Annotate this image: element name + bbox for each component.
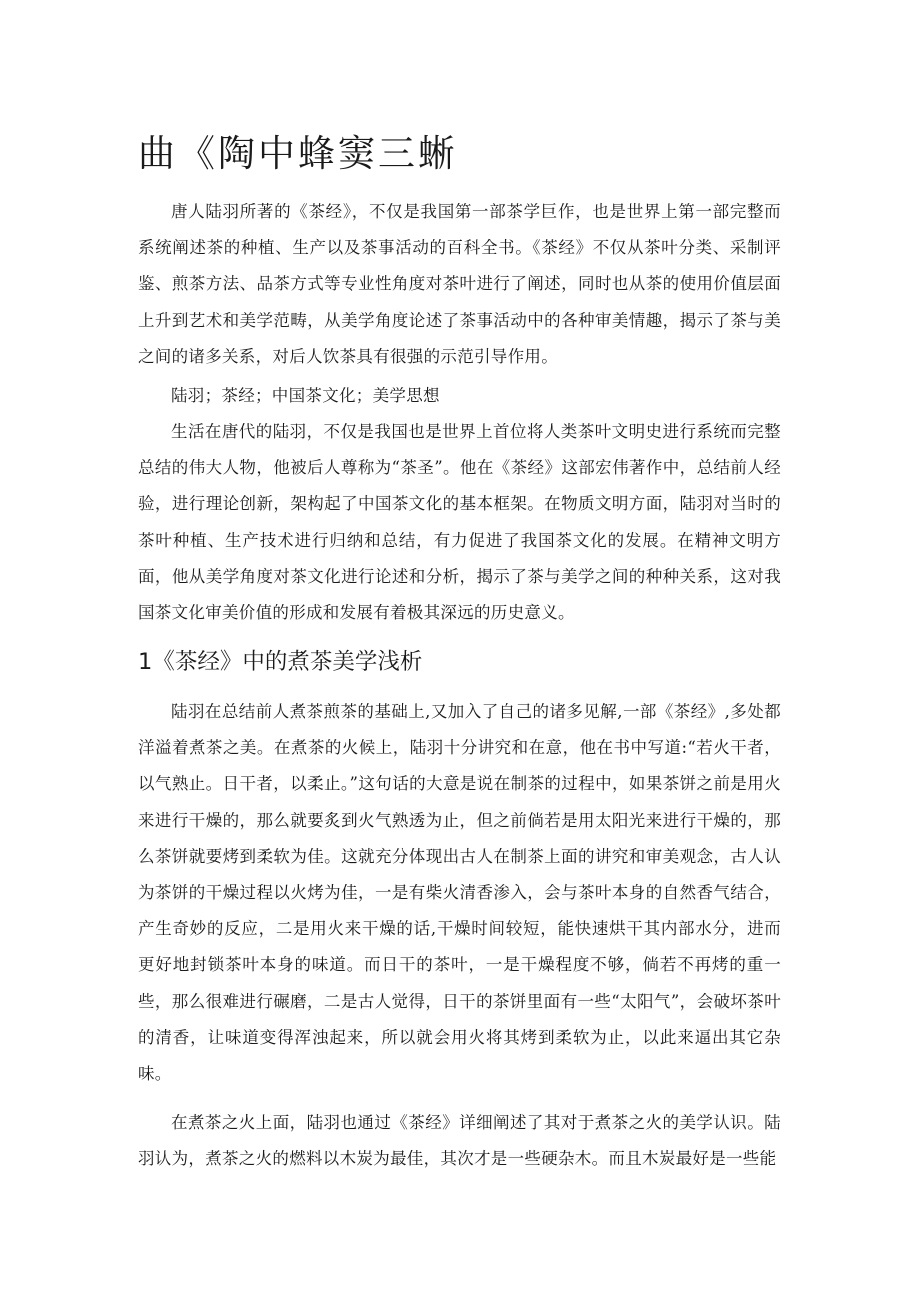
abstract-paragraph: 唐人陆羽所著的《茶经》，不仅是我国第一部茶学巨作，也是世界上第一部完整而系统阐述茶的种植、生产以及茶事活动的百科全书。《茶经》不仅从茶叶分类、采制评鉴、煎茶方法、品茶方式等专业性角度对茶叶进行了阐述，同时也从茶的使用价值层面上升到艺术和美学范畴，从美学角度论述了茶事活动中的各种审美情趣，揭示了茶与美之间的诸多关系，对后人饮茶具有很强的示范引导作用。 <box>138 202 781 366</box>
body-paragraph: 陆羽在总结前人煮茶煎茶的基础上,又加入了自己的诸多见解,一部《茶经》,多处都洋溢着煮茶之美。在煮茶的火候上，陆羽十分讲究和在意，他在书中写道:“若火干者，以气熟止。日干者，以柔止。”这句话的大意是说在制茶的过程中，如果茶饼之前是用火来进行干燥的，那么就要炙到火气熟透为止，但之前倘若是用太阳光来进行干燥的，那么茶饼就要烤到柔软为佳。这就充分体现出古人在制茶上面的讲究和审美观念，古人认为茶饼的干燥过程以火烤为佳，一是有柴火清香渗入，会与茶叶本身的自然香气结合，产生奇妙的反应，二是用火来干燥的话,干燥时间较短，能快速烘干其内部水分，进而更好地封锁茶叶本身的味道。而日干的茶叶，一是干燥程度不够，倘若不再烤的重一些，那么很难进行碾磨，二是古人觉得，日干的茶饼里面有一些“太阳气”，会破坏茶叶的清香，让味道变得浑浊起来，所以就会用火将其烤到柔软为止，以此来逼出其它杂味。 <box>138 702 781 1084</box>
keywords-line: 陆羽；茶经；中国茶文化；美学思想 <box>171 386 440 405</box>
intro-paragraph: 生活在唐代的陆羽，不仅是我国也是世界上首位将人类茶叶文明史进行系统而完整总结的伟大人物，他被后人尊称为“茶圣”。他在《茶经》这部宏伟著作中，总结前人经验，进行理论创新，架构起了中国茶文化的基本框架。在物质文明方面，陆羽对当时的茶叶种植、生产技术进行归纳和总结，有力促进了我国茶文化的发展。在精神文明方面，他从美学角度对茶文化进行论述和分析，揭示了茶与美学之间的种种关系，这对我国茶文化审美价值的形成和发展有着极其深远的历史意义。 <box>138 422 781 623</box>
page-title: 曲《陶中蜂窦三蜥 <box>138 132 458 175</box>
section-heading: 1《茶经》中的煮茶美学浅析 <box>138 649 423 675</box>
body-paragraph: 在煮茶之火上面，陆羽也通过《茶经》详细阐述了其对于煮茶之火的美学认识。陆羽认为，煮茶之火的燃料以木炭为最佳，其次才是一些硬杂木。而且木炭最好是一些能 <box>138 1113 781 1169</box>
